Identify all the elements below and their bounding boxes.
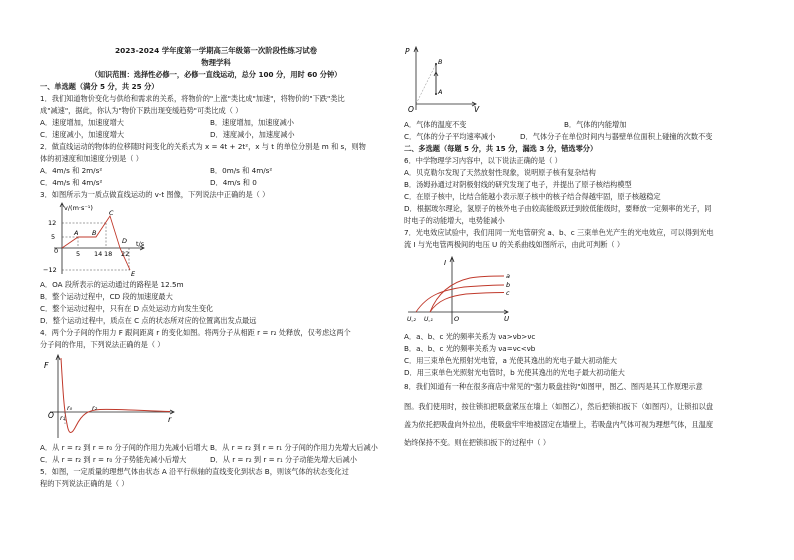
option-text: C．整个运动过程中，只有在 D 点处运动方向发生变化 bbox=[40, 304, 214, 313]
iu-ylabel: I bbox=[444, 259, 447, 267]
vt-tick-y: 12 bbox=[48, 219, 57, 227]
option-text: C．从 r = r₂ 到 r = r₀ 分子势能先减小后增大 bbox=[40, 455, 187, 464]
option-text: C．在原子核中，比结合能越小表示原子核中的核子结合得越牢固，原子核越稳定 bbox=[404, 192, 661, 201]
question-line: 4．两个分子间的作用力 F 跟间距离 r 的变化如图。将两分子从相距 r = r₂ 处释放，仅考虑这两个 bbox=[40, 328, 351, 337]
vt-point-label: E bbox=[131, 270, 136, 278]
force-xlabel: r bbox=[168, 415, 172, 424]
option-text: B．整个运动过程中，CD 段的加速度最大 bbox=[40, 292, 173, 301]
option-text: A．从 r = r₂ 到 r = r₀ 分子间的作用力先减小后增大 bbox=[40, 443, 208, 452]
pv-graph bbox=[404, 44, 494, 116]
left-column bbox=[40, 0, 392, 560]
iu-origin: O bbox=[454, 315, 460, 323]
option-text: D．用三束单色光照射光电管时，b 光使其逸出的光电子最大初动能大 bbox=[404, 368, 625, 377]
question-line: 2．做直线运动的物体的位移随时间变化的关系式为 x = 4t + 2t²，x 与 t 的单位分别是 m 和 s，则物 bbox=[40, 142, 366, 151]
iu-curve-label: b bbox=[506, 281, 511, 289]
question-line: 图。我们使用时，按住锁扣把吸盘紧压在墙上（如图乙），然后把锁扣扳下（如图丙），让锁扣以盘 bbox=[404, 402, 714, 411]
vt-tick-x: 22 bbox=[121, 250, 130, 258]
question-line: 分子间的作用，下列说法正确的是（ ） bbox=[40, 340, 165, 349]
option-text: B．气体的内能增加 bbox=[564, 120, 627, 129]
option-text: C．气体的分子平均速率减小 bbox=[404, 132, 496, 141]
force-mark: r₂ bbox=[92, 404, 98, 412]
subject-title: 物理学科 bbox=[201, 58, 231, 67]
option-text: C．速度减小，加速度增大 bbox=[40, 130, 125, 139]
section-heading-multi: 二、多选题（每题 5 分，共 15 分，漏选 3 分，错选零分） bbox=[404, 144, 598, 153]
vt-tick-x: 5 bbox=[76, 250, 81, 258]
iu-graph bbox=[404, 254, 514, 328]
pv-point-label: B bbox=[438, 58, 443, 66]
question-line: 体的初速度和加速度分别是（ ） bbox=[40, 154, 143, 163]
option-text: B．从 r = r₂ 到 r = r₁ 分子间的作用力先增大后减小 bbox=[210, 443, 378, 452]
option-text: C．用三束单色光照射光电管，a 光使其逸出的光电子最大初动能大 bbox=[404, 356, 617, 365]
option-text: A．贝克勒尔发现了天然放射性现象，说明原子核有复杂结构 bbox=[404, 168, 596, 177]
question-line: 盖为依托把吸盘向外拉出，使吸盘牢牢地被固定在墙壁上，若吸盘内气体可视为理想气体，且温度 bbox=[404, 420, 714, 429]
option-text: B．速度增加，加速度减小 bbox=[210, 118, 294, 127]
option-text: A．气体的温度不变 bbox=[404, 120, 467, 129]
iu-u-tick: U꜀₂ bbox=[407, 316, 416, 323]
section-heading-single: 一、单选题（满分 5 分，共 25 分） bbox=[40, 82, 159, 91]
question-line: 成"减速"，据此，你认为"物价下跌出现变缓趋势"可类比成（ ） bbox=[40, 106, 243, 115]
option-text: D．从 r = r₂ 到 r = r₁ 分子动能先增大后减小 bbox=[210, 455, 357, 464]
knowledge-scope: （知识范围：选择性必修一，必修一直线运动，总分 100 分，用时 60 分钟） bbox=[90, 70, 342, 79]
pv-origin: O bbox=[408, 105, 414, 114]
pv-ylabel: P bbox=[405, 47, 410, 56]
exam-title: 2023-2024 学年度第一学期高三年级第一次阶段性练习试卷 bbox=[115, 46, 317, 55]
vt-ylabel: v/(m·s⁻¹) bbox=[64, 204, 93, 212]
question-line: 8．我们知道有一种在很多商店中常见的"强力吸盘挂钩"如图甲，图乙、图丙是其工作原理示意 bbox=[404, 382, 703, 391]
vt-tick-y: 0 bbox=[54, 247, 59, 255]
option-text: D．根据玻尔理论，氢原子的核外电子由较高能级跃迁到较低能级时，要释放一定频率的光子，同 bbox=[404, 204, 712, 213]
vt-tick-y: 5 bbox=[51, 233, 56, 241]
option-text: B．汤姆孙通过对阴极射线的研究发现了电子，并提出了原子核结构模型 bbox=[404, 180, 632, 189]
force-mark: r₁ bbox=[60, 414, 66, 422]
option-text: D．气体分子在单位时间内与器壁单位面积上碰撞的次数不变 bbox=[520, 132, 713, 141]
force-ylabel: F bbox=[44, 361, 49, 370]
option-text: D．整个运动过程中，质点在 C 点的状态所对应的位置离出发点最远 bbox=[40, 316, 257, 325]
question-line: 1．我们知道物价变化与供给和需求的关系，将物价的"上涨"类比成"加速"，将物价的"下跌"类比 bbox=[40, 94, 345, 103]
option-text: C．4m/s 和 4m/s² bbox=[40, 178, 103, 187]
vt-graph bbox=[40, 200, 150, 278]
vt-xlabel: t/s bbox=[136, 240, 145, 248]
iu-xlabel: U bbox=[504, 315, 510, 323]
question-line: 程的下列说法正确的是（ ） bbox=[40, 479, 129, 488]
right-column bbox=[404, 0, 756, 560]
question-line: 流 I 与光电管两极间的电压 U 的关系曲线如图所示，由此可判断（ ） bbox=[404, 240, 625, 249]
pv-xlabel: V bbox=[474, 105, 480, 114]
vt-tick-x: 14 bbox=[94, 250, 103, 258]
question-line: 7．光电效应试验中，我们用同一光电管研究 a、b、c 三束单色光产生的光电效应，可以得到光电 bbox=[404, 228, 714, 237]
vt-point-label: B bbox=[92, 229, 97, 237]
vt-point-label: A bbox=[74, 229, 79, 237]
question-line: 5．如图，一定质量的理想气体由状态 A 沿平行纵轴的直线变化到状态 B，则该气体的状态变化过 bbox=[40, 467, 349, 476]
vt-point-label: D bbox=[122, 237, 128, 245]
option-text: A．4m/s 和 2m/s² bbox=[40, 166, 103, 175]
pv-point-label: A bbox=[438, 88, 443, 96]
question-line: 6．中学物理学习内容中，以下说法正确的是（ ） bbox=[404, 156, 562, 165]
question-line: 3．如图所示为一质点做直线运动的 v-t 图像，下列说法中正确的是（ ） bbox=[40, 190, 270, 199]
force-mark: r₀ bbox=[67, 404, 73, 412]
option-text: B．0m/s 和 4m/s² bbox=[210, 166, 273, 175]
question-line: 始终保持不变。则在把锁扣扳下的过程中（ ） bbox=[404, 438, 551, 447]
force-origin: O bbox=[48, 411, 54, 420]
option-text: A．速度增加，加速度增大 bbox=[40, 118, 124, 127]
vt-tick-y: −12 bbox=[43, 266, 57, 274]
iu-u-tick: U꜀₁ bbox=[424, 316, 433, 323]
option-text: 时电子的动能增大，电势能减小 bbox=[404, 216, 505, 225]
force-graph bbox=[40, 352, 180, 440]
option-text: A．a、b、c 光的频率关系为 νa>νb>νc bbox=[404, 332, 536, 341]
vt-tick-x: 18 bbox=[104, 250, 113, 258]
iu-curve-label: a bbox=[506, 272, 510, 280]
option-text: D．4m/s 和 0 bbox=[210, 178, 257, 187]
option-text: A．OA 段所表示的运动通过的路程是 12.5m bbox=[40, 280, 184, 289]
vt-point-label: C bbox=[109, 209, 114, 217]
option-text: B．a、b、c 光的频率关系为 νa=νc<νb bbox=[404, 344, 536, 353]
iu-curve-label: c bbox=[506, 289, 510, 297]
option-text: D．速度减小，加速度减小 bbox=[210, 130, 295, 139]
